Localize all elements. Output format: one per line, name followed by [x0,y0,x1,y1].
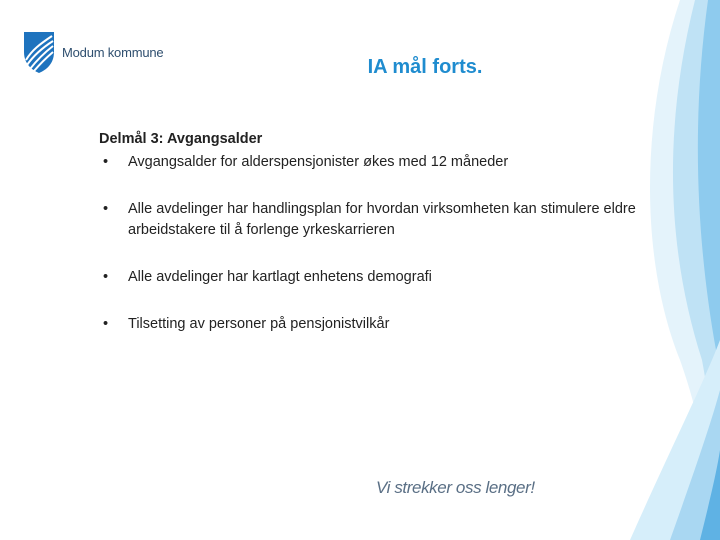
slide-title: IA mål forts. [367,56,483,78]
list-item-text: Alle avdelinger har handlingsplan for hvordan virksomheten kan stimulere eldre arbeidstakere til å forlenge yrkeskarrieren [128,201,636,238]
slogan: Vi strekker oss lenger! [376,478,535,497]
list-item-text: Alle avdelinger har kartlagt enhetens demografi [128,269,432,285]
bullet-icon: • [103,269,109,285]
list-item-text: Tilsetting av personer på pensjonistvilkår [128,316,390,332]
bullet-icon: • [103,201,109,217]
bullet-icon: • [103,316,109,332]
bullet-list [99,152,689,335]
slide-content [99,131,689,335]
subheading: Delmål 3: Avgangsalder [99,131,263,147]
list-item [99,152,689,173]
bullet-icon: • [103,154,109,170]
list-item [99,314,689,335]
list-item [99,199,689,241]
list-item [99,267,689,288]
logo-text: Modum kommune [62,44,164,60]
list-item-text: Avgangsalder for alderspensjonister økes med 12 måneder [128,154,509,170]
